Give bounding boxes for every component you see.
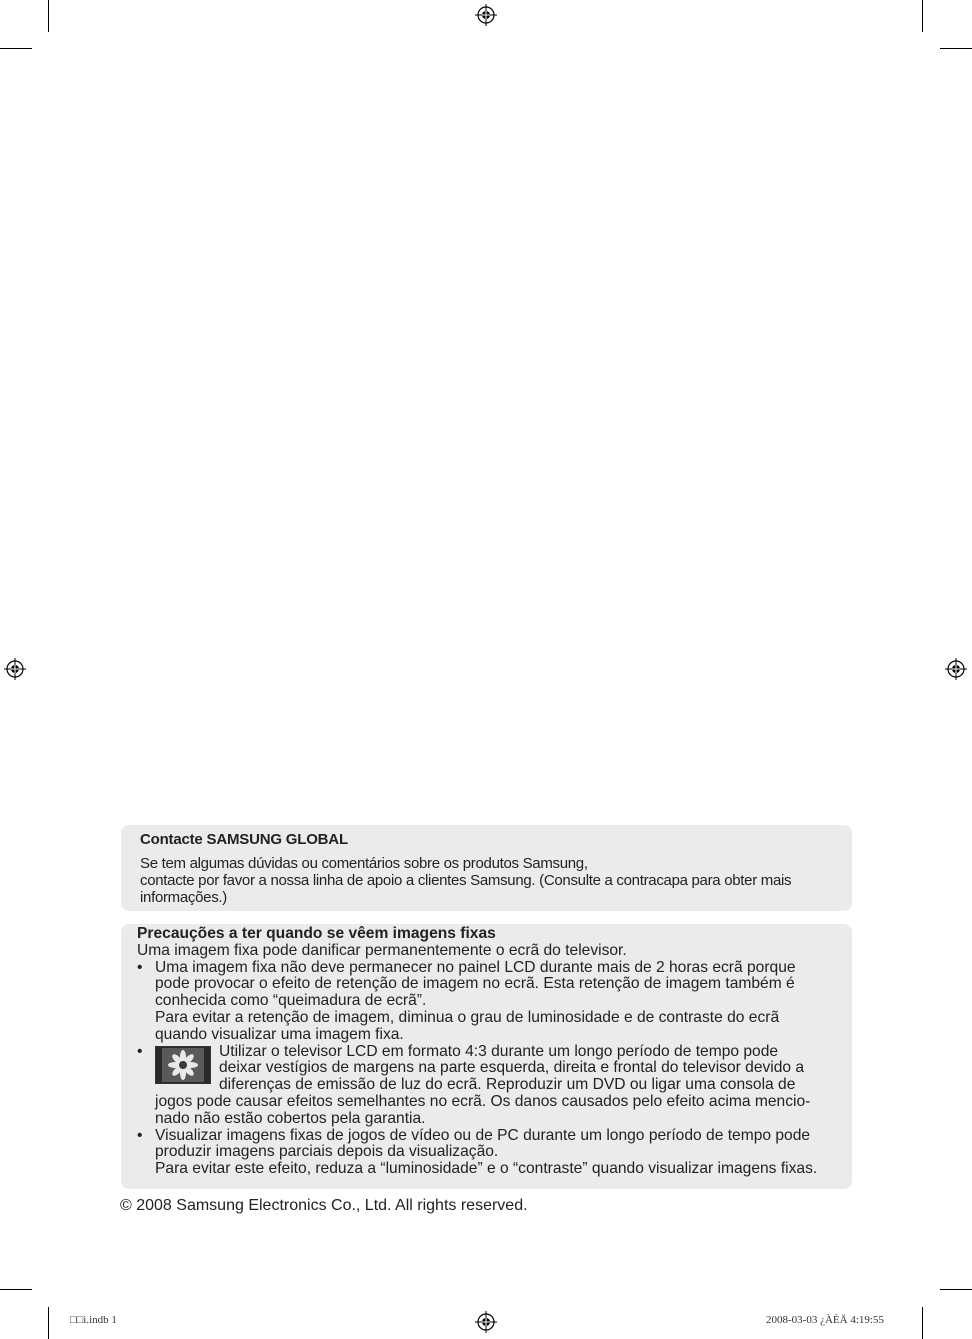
crop-mark-top-left-h	[0, 48, 32, 49]
precautions-title: Precauções a ter quando se vêem imagens fixas	[137, 925, 496, 942]
bullet-dot: •	[137, 958, 143, 976]
registration-mark-icon	[475, 4, 497, 26]
registration-mark-icon	[475, 1311, 497, 1333]
contact-line: Se tem algumas dúvidas ou comentários sobre os produtos Samsung,	[140, 855, 588, 872]
crop-mark-bottom-right-h	[940, 1289, 972, 1290]
bullet-dot: •	[137, 1042, 143, 1060]
bullet-line: Visualizar imagens fixas de jogos de vídeo ou de PC durante um longo período de tempo pode	[155, 1126, 811, 1144]
bullet-line: jogos pode causar efeitos semelhantes no ecrã. Os danos causados pelo efeito acima mencio-	[155, 1092, 811, 1110]
crop-mark-bottom-left-h	[0, 1289, 32, 1290]
bullet-line: conhecida como “queimadura de ecrã”.	[155, 992, 427, 1010]
contact-title: Contacte SAMSUNG GLOBAL	[140, 831, 348, 848]
precaution-bullet-2	[137, 1044, 838, 1128]
slug-file-info: □□i.indb 1	[70, 1314, 117, 1326]
contact-line: contacte por favor a nossa linha de apoio a clientes Samsung. (Consulte a contracapa para obter mais	[140, 872, 792, 889]
registration-mark-icon	[4, 658, 26, 680]
bullet-line: Uma imagem fixa não deve permanecer no painel LCD durante mais de 2 horas ecrã porque	[155, 958, 796, 976]
crop-mark-top-left-v	[48, 0, 49, 32]
bullet-line: pode provocar o efeito de retenção de imagem no ecrã. Esta retenção de imagem também é	[155, 975, 795, 993]
bullet-dot: •	[137, 1126, 143, 1144]
crop-mark-top-right-v	[922, 0, 923, 32]
bullet-line: produzir imagens parciais depois da visualização.	[155, 1143, 499, 1161]
precaution-bullet-1	[137, 960, 838, 1044]
bullet-line: deixar vestígios de margens na parte esquerda, direita e frontal do televisor devido a	[219, 1059, 805, 1077]
bullet-line: diferenças de emissão de luz do ecrã. Reproduzir um DVD ou ligar uma consola de	[219, 1076, 796, 1094]
bullet-line: quando visualizar uma imagem fixa.	[155, 1025, 404, 1043]
contact-samsung-box	[121, 825, 852, 911]
precautions-box	[121, 924, 852, 1189]
copyright-notice: © 2008 Samsung Electronics Co., Ltd. All rights reserved.	[120, 1197, 528, 1214]
bullet-line: nado não estão cobertos pela garantia.	[155, 1109, 426, 1127]
crop-mark-bottom-right-v	[922, 1307, 923, 1339]
bullet-line: Para evitar este efeito, reduza a “luminosidade” e o “contraste” quando visualizar imagens fixas.	[155, 1160, 818, 1178]
registration-mark-icon	[945, 658, 967, 680]
bullet-line: Utilizar o televisor LCD em formato 4:3 durante um longo período de tempo pode	[219, 1042, 779, 1060]
slug-timestamp: 2008-03-03 ¿ÀÈÄ 4:19:55	[766, 1314, 884, 1326]
bullet-line: Para evitar a retenção de imagem, diminua o grau de luminosidade e de contraste do ecrã	[155, 1008, 780, 1026]
precaution-bullet-3	[137, 1128, 838, 1178]
crop-mark-top-right-h	[940, 48, 972, 49]
contact-line: informações.)	[140, 889, 227, 906]
crop-mark-bottom-left-v	[48, 1307, 49, 1339]
precautions-intro: Uma imagem fixa pode danificar permanentemente o ecrã do televisor.	[137, 941, 627, 959]
flower-thumbnail-icon	[155, 1046, 211, 1084]
bullet-image-row	[155, 1044, 838, 1094]
